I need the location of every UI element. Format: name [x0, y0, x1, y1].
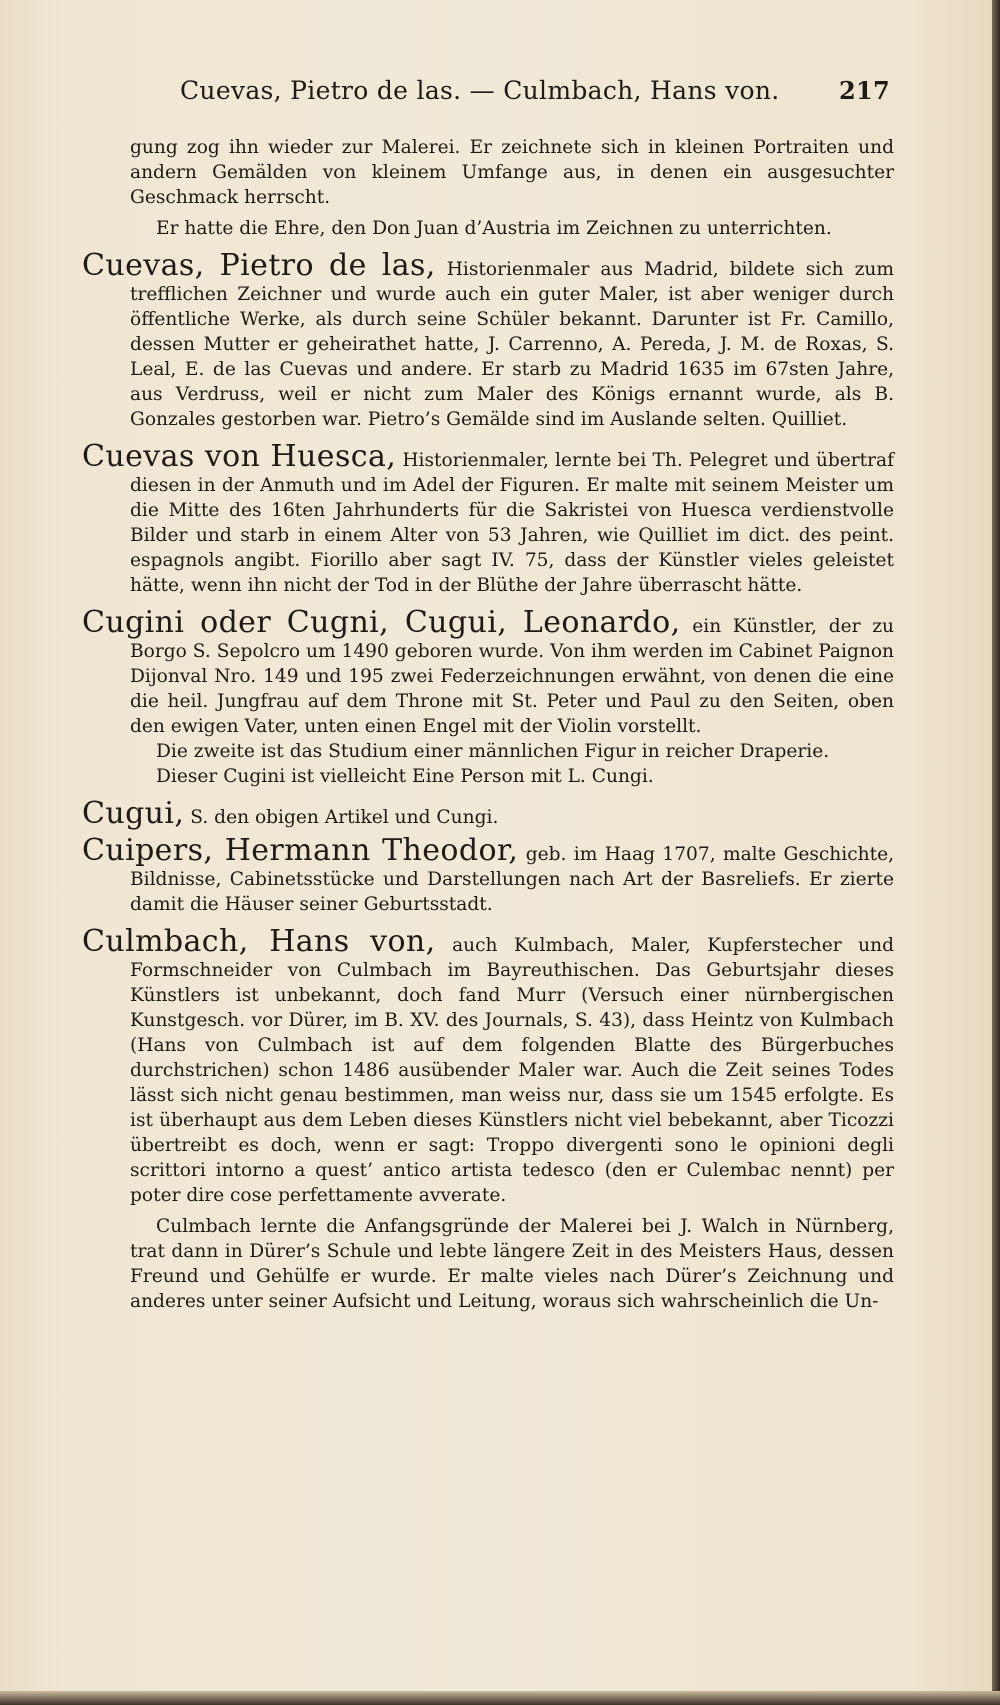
- entry-headword: Cuevas von Huesca,: [82, 439, 397, 474]
- entry-body: auch Kulmbach, Maler, Kupferstecher und Formschneider von Culmbach im Bayreuthischen. Das Geburtsjahr dieses Künstlers ist unbekannt, doch fand Murr (Versuch einer nürnbergischen Kunstgesch. vor Dürer, im B. XV. des Journals, S. 43), dass Heintz von Kulmbach (Hans von Culmbach ist auf dem folgenden Blatte des Bürgerbuches durchstrichen) schon 1486 ausübender Maler war. Auch die Zeit seines Todes lässt sich nicht genau bestimmen, man weiss nur, dass sie um 1545 erfolgte. Es ist überhaupt aus dem Leben dieses Künstlers nicht viel bebekannt, aber Ticozzi übertreibt es doch, wenn er sagt: Troppo divergenti sono le opinioni degli scrittori intorno a quest’ antico artista tedesco (den er Culembac nennt) per poter dire cose perfettamente avverate.: [130, 935, 894, 1206]
- entry-cugini: [82, 605, 894, 739]
- entry-body: Historienmaler aus Madrid, bildete sich zum trefflichen Zeichner und wurde auch ein guter Maler, ist aber weniger durch öffentliche Werke, als durch seine Schüler bekannt. Darunter ist Fr. Camillo, dessen Mutter er geheirathet hatte, J. Carrenno, A. Pereda, J. M. de Roxas, S. Leal, E. de las Cuevas und andere. Er starb zu Madrid 1635 im 67sten Jahre, aus Verdruss, weil er nicht zum Maler des Königs ernannt wurde, als B. Gonzales gestorben war. Pietro’s Gemälde sind im Auslande selten. Quilliet.: [130, 259, 894, 430]
- entry-cuevas-huesca: [82, 439, 894, 598]
- entry-body: Historienmaler, lernte bei Th. Pelegret und übertraf diesen in der Anmuth und im Adel der Figuren. Er malte mit seinem Meister um die Mitte des 16ten Jahrhunderts für die Sakristei von Huesca verdienstvolle Bilder und starb in einem Alter von 53 Jahren, wie Quilliet im dict. des peint. espagnols angibt. Fiorillo aber sagt IV. 75, dass der Künstler vieles geleistet hätte, wenn ihn nicht der Tod in der Blüthe der Jahre überrascht hätte.: [130, 450, 894, 596]
- page-body: [82, 135, 894, 1314]
- entry-cuevas-pietro: [82, 248, 894, 432]
- entry-body: ein Künstler, der zu Borgo S. Sepolcro um 1490 geboren wurde. Von ihm werden im Cabinet Paignon Dijonval Nro. 149 und 195 zwei Federzeichnungen erwähnt, von denen die eine die heil. Jungfrau auf dem Throne mit St. Peter und Paul zu den Seiten, oben den ewigen Vater, unten einen Engel mit der Violin vorstellt.: [130, 616, 894, 737]
- entry-continuation: Dieser Cugini ist vielleicht Eine Person mit L. Cungi.: [156, 766, 654, 787]
- entry-cuipers: [82, 833, 894, 917]
- entry-headword: Cugui,: [82, 796, 185, 831]
- entry-cugui: [82, 796, 894, 831]
- running-title: Cuevas, Pietro de las. — Culmbach, Hans von.: [180, 76, 780, 105]
- page-number: 217: [839, 76, 890, 105]
- entry-culmbach: [82, 924, 894, 1208]
- entry-headword: Cugini oder Cugni, Cugui, Leonardo,: [82, 605, 681, 640]
- entry-continuation: Die zweite ist das Studium einer männlichen Figur in reicher Draperie.: [156, 741, 830, 762]
- page-edge-bottom: [0, 1691, 1000, 1705]
- page-edge-right: [992, 0, 1000, 1705]
- running-header: [180, 76, 890, 105]
- entry-continuation: Culmbach lernte die Anfangsgründe der Malerei bei J. Walch in Nürnberg, trat dann in Dürer’s Schule und lebte längere Zeit in des Meisters Haus, dessen Freund und Gehülfe er wurde. Er malte vieles nach Dürer’s Zeichnung und anderes unter seiner Aufsicht und Leitung, woraus sich wahrscheinlich die Un-: [130, 1216, 894, 1312]
- entry-headword: Cuipers, Hermann Theodor,: [82, 833, 519, 868]
- continued-paragraph: gung zog ihn wieder zur Malerei. Er zeichnete sich in kleinen Portraiten und andern Gemälden von kleinem Umfange aus, in denen ein ausgesuchter Geschmack herrscht.: [130, 137, 894, 208]
- entry-body: S. den obigen Artikel und Cungi.: [190, 807, 499, 828]
- entry-headword: Culmbach, Hans von,: [82, 924, 436, 959]
- entry-headword: Cuevas, Pietro de las,: [82, 248, 436, 283]
- entry-body: geb. im Haag 1707, malte Geschichte, Bildnisse, Cabinetsstücke und Darstellungen nach Art der Basreliefs. Er zierte damit die Häuser seiner Geburtsstadt.: [130, 844, 894, 915]
- paragraph: Er hatte die Ehre, den Don Juan d’Austria im Zeichnen zu unterrichten.: [156, 218, 832, 239]
